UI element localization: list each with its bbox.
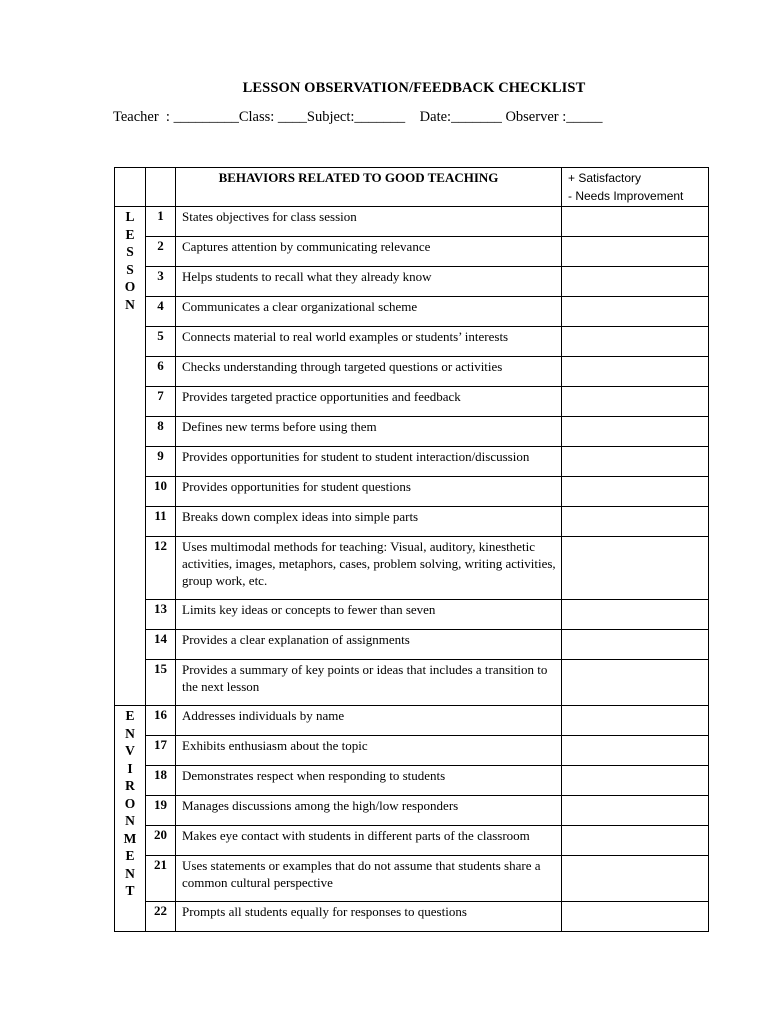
behavior-text: Limits key ideas or concepts to fewer than seven xyxy=(176,600,562,630)
behavior-text: Captures attention by communicating relevance xyxy=(176,237,562,267)
behavior-text: Uses multimodal methods for teaching: Visual, auditory, kinesthetic activities, images, metaphors, cases, problem solving, writing activities, group work, etc. xyxy=(176,537,562,600)
item-number: 3 xyxy=(146,267,176,297)
item-number: 9 xyxy=(146,447,176,477)
rating-cell[interactable] xyxy=(562,856,709,902)
table-row xyxy=(115,387,709,417)
item-number: 19 xyxy=(146,796,176,826)
section-label xyxy=(115,207,146,706)
rating-satisfactory-label: + Satisfactory xyxy=(568,171,642,185)
item-number: 7 xyxy=(146,387,176,417)
table-row xyxy=(115,357,709,387)
table-row xyxy=(115,706,709,736)
rating-cell[interactable] xyxy=(562,417,709,447)
behavior-text: Provides opportunities for student questions xyxy=(176,477,562,507)
section-letter: N xyxy=(125,296,135,312)
rating-cell[interactable] xyxy=(562,447,709,477)
item-number: 16 xyxy=(146,706,176,736)
section-letter: E xyxy=(125,226,135,242)
behavior-text: Prompts all students equally for responses to questions xyxy=(176,902,562,932)
behavior-text: Provides opportunities for student to student interaction/discussion xyxy=(176,447,562,477)
section-letter: S xyxy=(126,261,134,277)
table-header-row xyxy=(115,168,709,207)
rating-cell[interactable] xyxy=(562,387,709,417)
behavior-text: Demonstrates respect when responding to students xyxy=(176,766,562,796)
item-number: 18 xyxy=(146,766,176,796)
item-number: 1 xyxy=(146,207,176,237)
section-letter: I xyxy=(127,760,133,776)
rating-cell[interactable] xyxy=(562,736,709,766)
section-letter: R xyxy=(125,778,135,793)
item-number: 8 xyxy=(146,417,176,447)
behavior-text: States objectives for class session xyxy=(176,207,562,237)
table-row xyxy=(115,507,709,537)
section-letter: V xyxy=(125,743,135,758)
table-row xyxy=(115,237,709,267)
behavior-text: Defines new terms before using them xyxy=(176,417,562,447)
header-blank-section xyxy=(115,168,146,207)
section-label xyxy=(115,706,146,932)
table-row xyxy=(115,630,709,660)
rating-cell[interactable] xyxy=(562,297,709,327)
section-letter: S xyxy=(126,244,134,259)
rating-cell[interactable] xyxy=(562,327,709,357)
section-letter: T xyxy=(125,883,135,898)
section-letter: N xyxy=(125,865,135,881)
section-letter: N xyxy=(125,813,135,828)
item-number: 13 xyxy=(146,600,176,630)
table-row xyxy=(115,766,709,796)
item-number: 11 xyxy=(146,507,176,537)
page-title: LESSON OBSERVATION/FEEDBACK CHECKLIST xyxy=(242,80,586,96)
header-info-line: Teacher : _________Class: ____Subject:_______ Date:_______ Observer :_____ xyxy=(113,109,603,125)
section-letter: E xyxy=(125,848,135,863)
rating-needs-improvement-label: - Needs Improvement xyxy=(568,189,684,203)
rating-cell[interactable] xyxy=(562,826,709,856)
rating-cell[interactable] xyxy=(562,237,709,267)
table-row xyxy=(115,417,709,447)
behavior-text: Makes eye contact with students in different parts of the classroom xyxy=(176,826,562,856)
table-row xyxy=(115,660,709,706)
item-number: 17 xyxy=(146,736,176,766)
item-number: 12 xyxy=(146,537,176,600)
table-row xyxy=(115,267,709,297)
behavior-text: Communicates a clear organizational scheme xyxy=(176,297,562,327)
rating-cell[interactable] xyxy=(562,630,709,660)
behavior-text: Exhibits enthusiasm about the topic xyxy=(176,736,562,766)
rating-cell[interactable] xyxy=(562,357,709,387)
item-number: 15 xyxy=(146,660,176,706)
behavior-text: Helps students to recall what they already know xyxy=(176,267,562,297)
rating-cell[interactable] xyxy=(562,902,709,932)
section-letter: M xyxy=(123,830,137,846)
rating-cell[interactable] xyxy=(562,660,709,706)
section-letter: O xyxy=(124,279,136,294)
table-row xyxy=(115,826,709,856)
behavior-text: Manages discussions among the high/low responders xyxy=(176,796,562,826)
behavior-text: Uses statements or examples that do not assume that students share a common cultural perspective xyxy=(176,856,562,902)
behavior-text: Checks understanding through targeted questions or activities xyxy=(176,357,562,387)
behavior-text: Breaks down complex ideas into simple parts xyxy=(176,507,562,537)
table-row xyxy=(115,207,709,237)
item-number: 10 xyxy=(146,477,176,507)
rating-cell[interactable] xyxy=(562,507,709,537)
table-row xyxy=(115,856,709,902)
header-blank-number xyxy=(146,168,176,207)
rating-cell[interactable] xyxy=(562,207,709,237)
section-letter: E xyxy=(125,708,135,723)
item-number: 4 xyxy=(146,297,176,327)
rating-cell[interactable] xyxy=(562,796,709,826)
table-row xyxy=(115,736,709,766)
item-number: 14 xyxy=(146,630,176,660)
table-row xyxy=(115,796,709,826)
rating-cell[interactable] xyxy=(562,267,709,297)
section-letter: O xyxy=(124,795,136,811)
behavior-text: Addresses individuals by name xyxy=(176,706,562,736)
table-row xyxy=(115,902,709,932)
rating-cell[interactable] xyxy=(562,600,709,630)
item-number: 2 xyxy=(146,237,176,267)
table-row xyxy=(115,297,709,327)
item-number: 20 xyxy=(146,826,176,856)
header-rating xyxy=(562,168,709,207)
table-row xyxy=(115,537,709,600)
item-number: 6 xyxy=(146,357,176,387)
behavior-text: Provides a summary of key points or ideas that includes a transition to the next lesson xyxy=(176,660,562,706)
behavior-text: Connects material to real world examples or students’ interests xyxy=(176,327,562,357)
rating-cell[interactable] xyxy=(562,766,709,796)
section-letter: L xyxy=(125,209,135,224)
item-number: 22 xyxy=(146,902,176,932)
item-number: 5 xyxy=(146,327,176,357)
table-row xyxy=(115,327,709,357)
section-letter: N xyxy=(125,725,135,741)
rating-cell[interactable] xyxy=(562,477,709,507)
checklist-table xyxy=(114,167,709,932)
behavior-text: Provides targeted practice opportunities and feedback xyxy=(176,387,562,417)
item-number: 21 xyxy=(146,856,176,902)
table-row xyxy=(115,600,709,630)
table-row xyxy=(115,447,709,477)
header-behaviors: BEHAVIORS RELATED TO GOOD TEACHING xyxy=(176,168,562,207)
rating-cell[interactable] xyxy=(562,537,709,600)
behavior-text: Provides a clear explanation of assignments xyxy=(176,630,562,660)
rating-cell[interactable] xyxy=(562,706,709,736)
table-row xyxy=(115,477,709,507)
